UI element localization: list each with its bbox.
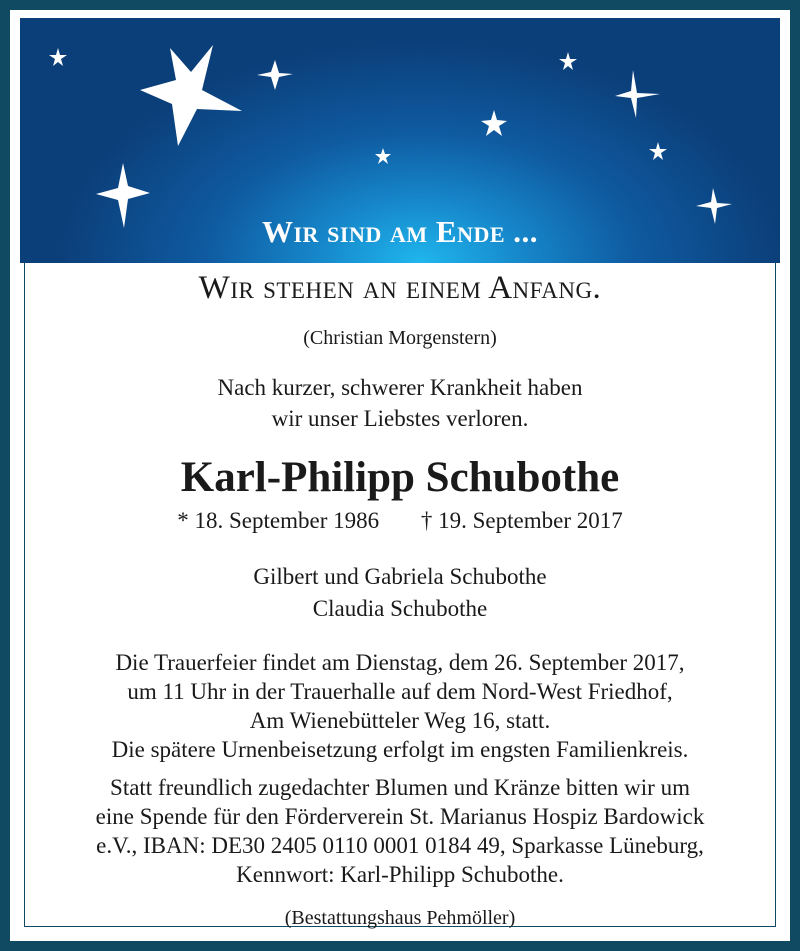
service-line: Die spätere Urnenbeisetzung erfolgt im engsten Familienkreis. [111, 737, 689, 762]
service-line: Die Trauerfeier findet am Dienstag, dem 26. September 2017, [115, 650, 685, 675]
small-star-icon [375, 148, 391, 164]
service-line: Am Wienebütteler Weg 16, statt. [249, 708, 551, 733]
small-star-icon [559, 52, 577, 70]
small-star-icon [481, 110, 507, 136]
donation-line: Statt freundlich zugedachter Blumen und Kränze bitten wir um [110, 775, 690, 800]
small-star-icon [649, 142, 667, 160]
family-line: Gilbert und Gabriela Schubothe [253, 564, 547, 589]
birth-date: * 18. September 1986 [177, 508, 380, 533]
undertaker-credit: (Bestattungshaus Pehmöller) [284, 907, 516, 929]
intro-line: wir unser Liebstes verloren. [271, 406, 529, 431]
donation-line: e.V., IBAN: DE30 2405 0110 0001 0184 49, Sparkasse Lüneburg, [96, 833, 704, 858]
life-dates [20, 508, 780, 534]
donation-line: eine Spende für den Förderverein St. Marianus Hospiz Bardowick [95, 804, 705, 829]
sparkle-star-icon [257, 60, 293, 90]
quote-author: (Christian Morgenstern) [303, 327, 497, 349]
small-star-icon [49, 48, 67, 66]
intro-line: Nach kurzer, schwerer Krankheit haben [217, 375, 583, 400]
banner-title: Wir sind am Ende ... [261, 214, 539, 249]
deceased-name: Karl-Philipp Schubothe [180, 454, 620, 501]
funeral-service-info [20, 648, 780, 764]
sparkle-star-icon [615, 70, 660, 118]
donation-request [20, 773, 780, 889]
intro-text [20, 372, 780, 434]
subtitle: Wir stehen an einem Anfang. [198, 270, 602, 306]
service-line: um 11 Uhr in der Trauerhalle auf dem Nord-West Friedhof, [127, 679, 673, 704]
starry-banner [20, 18, 780, 263]
large-star-icon [140, 45, 242, 146]
family-signatures [20, 561, 780, 625]
death-date: † 19. September 2017 [420, 508, 623, 533]
family-line: Claudia Schubothe [312, 596, 488, 621]
donation-line: Kennwort: Karl-Philipp Schubothe. [236, 862, 564, 887]
